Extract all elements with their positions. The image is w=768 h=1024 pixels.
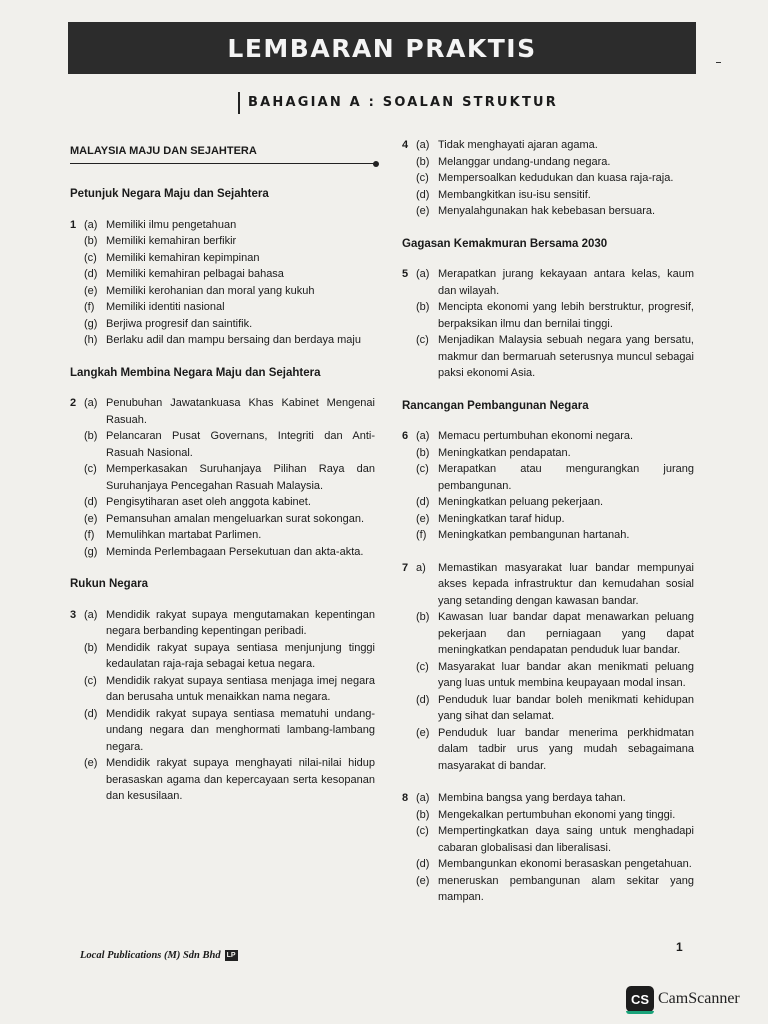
- item-text: Memiliki kemahiran berfikir: [106, 235, 237, 247]
- question-item: [416, 203, 694, 220]
- item-text: Meningkatkan peluang pekerjaan.: [438, 496, 604, 508]
- subheading-langkah: Langkah Membina Negara Maju dan Sejahtera: [70, 366, 321, 379]
- item-text: Tidak menghayati ajaran agama.: [438, 139, 598, 151]
- question-item: [84, 544, 375, 561]
- question-item: [416, 692, 694, 725]
- question-item: [416, 511, 694, 528]
- item-text: Memiliki kemahiran pelbagai bahasa: [106, 268, 284, 280]
- item-text: Pemansuhan amalan mengeluarkan surat sokongan.: [106, 512, 365, 525]
- divider-dot: [373, 161, 379, 167]
- item-label: (c): [416, 334, 429, 346]
- question-first-line: [70, 217, 375, 234]
- item-text: Meminda Perlembagaan Persekutuan dan akta-akta.: [106, 545, 364, 558]
- camscanner-watermark: [626, 986, 740, 1012]
- item-text: Mendidik rakyat supaya sentiasa menjunjung tinggi kedaulatan raja-raja sebagai ketua negara.: [106, 641, 375, 670]
- item-label: (e): [84, 512, 98, 525]
- item-text: Memiliki kerohanian dan moral yang kukuh: [106, 284, 315, 297]
- question-first-line: [402, 266, 694, 299]
- topic-divider: [70, 163, 375, 165]
- question-item: [84, 395, 375, 428]
- item-label: (b): [84, 235, 98, 247]
- question-item: [416, 187, 694, 204]
- item-label: (a): [84, 218, 98, 231]
- item-label: (a): [84, 608, 98, 621]
- question-first-line: [402, 560, 694, 610]
- question-item: [416, 461, 694, 494]
- subheading-petunjuk: Petunjuk Negara Maju dan Sejahtera: [70, 188, 269, 200]
- question-2: [70, 395, 375, 560]
- question-first-line: [402, 137, 694, 154]
- item-text: Memiliki ilmu pengetahuan: [106, 218, 237, 231]
- item-label: (e): [416, 205, 430, 217]
- item-label: (h): [84, 334, 98, 346]
- item-label: (e): [84, 284, 98, 297]
- question-number: 3: [70, 608, 77, 621]
- item-text: Merapatkan jurang kekayaan antara kelas, kaum dan wilayah.: [438, 268, 694, 297]
- question-item: [84, 217, 375, 234]
- item-label: (b): [416, 446, 430, 459]
- page-title-banner: [68, 22, 696, 74]
- item-label: (b): [416, 155, 430, 168]
- item-label: (e): [84, 757, 98, 769]
- item-label: (a): [416, 430, 430, 442]
- item-label: (f): [416, 529, 427, 541]
- item-text: Membina bangsa yang berdaya tahan.: [438, 792, 626, 804]
- subheading-rancangan: Rancangan Pembangunan Negara: [402, 399, 589, 412]
- question-number: 7: [402, 561, 409, 574]
- camscanner-logo: CS: [626, 986, 654, 1012]
- item-label: (g): [84, 545, 98, 558]
- question-item: [416, 445, 694, 462]
- question-7: [402, 560, 694, 775]
- question-item: [84, 233, 375, 250]
- question-1: [70, 217, 375, 349]
- question-item: [84, 673, 375, 706]
- question-item: [84, 299, 375, 316]
- topic-heading-block: [70, 143, 375, 168]
- item-text: Membangunkan ekonomi berasaskan pengetahuan.: [438, 858, 692, 870]
- item-text: Mengekalkan pertumbuhan ekonomi yang tinggi.: [438, 808, 676, 821]
- item-text: Kawasan luar bandar dapat menawarkan peluang pekerjaan dan perniagaan yang dapat meningkatkan pendapatan penduduk luar bandar.: [438, 611, 694, 656]
- question-item: [416, 154, 694, 171]
- item-text: Mendidik rakyat supaya mengutamakan kepentingan negara berbanding kepentingan peribadi.: [106, 608, 375, 637]
- question-item: [416, 873, 694, 906]
- item-label: (g): [84, 317, 98, 330]
- item-text: Masyarakat luar bandar akan menikmati peluang yang luas untuk membina keupayaan modal insan.: [438, 660, 694, 689]
- section-heading: BAHAGIAN A : SOALAN STRUKTUR: [238, 92, 558, 114]
- item-label: (b): [84, 641, 98, 654]
- item-text: Membangkitkan isu-isu sensitif.: [438, 188, 591, 201]
- item-text: Berlaku adil dan mampu bersaing dan berdaya maju: [106, 334, 361, 346]
- question-4: [402, 137, 694, 220]
- question-first-line: [402, 428, 694, 445]
- item-text: Mendidik rakyat supaya sentiasa menjaga imej negara dan berusaha untuk menaikkan nama negara.: [106, 674, 375, 703]
- question-number: 6: [402, 430, 409, 442]
- item-text: Memulihkan martabat Parlimen.: [106, 529, 262, 541]
- question-item: [416, 609, 694, 659]
- question-number: 8: [402, 792, 409, 804]
- question-item: [416, 527, 694, 544]
- question-item: [416, 659, 694, 692]
- item-text: Menjadikan Malaysia sebuah negara yang bersatu, makmur dan bermaruah seterusnya muncul sebagai paksi ekonomi Asia.: [438, 334, 694, 379]
- item-label: (d): [84, 496, 98, 508]
- left-column: [70, 143, 375, 821]
- question-first-line: [70, 395, 375, 428]
- publisher-logo: LP: [226, 952, 236, 959]
- item-label: (c): [416, 825, 429, 837]
- question-item: [416, 266, 694, 299]
- item-label: (e): [416, 726, 430, 739]
- question-8: [402, 790, 694, 906]
- subheading-gagasan: Gagasan Kemakmuran Bersama 2030: [402, 237, 608, 250]
- question-number: 1: [70, 218, 77, 231]
- corner-mark: [716, 62, 721, 63]
- item-label: (d): [84, 268, 98, 280]
- item-label: (b): [84, 430, 98, 442]
- item-text: Memacu pertumbuhan ekonomi negara.: [438, 430, 634, 442]
- item-label: (d): [416, 496, 430, 508]
- item-text: Melanggar undang-undang negara.: [438, 155, 611, 168]
- item-label: (a): [416, 139, 430, 151]
- question-item: [84, 755, 375, 805]
- publisher-footer: [80, 950, 238, 961]
- item-label: (d): [416, 693, 430, 706]
- item-text: Meningkatkan taraf hidup.: [438, 512, 565, 525]
- question-item: [84, 250, 375, 267]
- question-number: 2: [70, 397, 77, 409]
- question-item: [84, 316, 375, 333]
- item-text: Mencipta ekonomi yang lebih berstruktur, progresif, berpaksikan ilmu dan bernilai tinggi.: [438, 301, 694, 330]
- question-item: [84, 494, 375, 511]
- subheading-rukun-negara: Rukun Negara: [70, 578, 148, 590]
- item-text: Mempersoalkan kedudukan dan kuasa raja-raja.: [438, 172, 674, 184]
- item-label: (e): [416, 512, 430, 525]
- item-label: (d): [416, 188, 430, 201]
- camscanner-text: CamScanner: [658, 990, 740, 1007]
- item-text: Memperkasakan Suruhanjaya Pilihan Raya dan Suruhanjaya Pencegahan Rasuah Malaysia.: [106, 463, 375, 492]
- item-text: Penubuhan Jawatankuasa Khas Kabinet Mengenai Rasuah.: [106, 397, 375, 426]
- question-item: [84, 332, 375, 349]
- question-item: [84, 511, 375, 528]
- question-item: [416, 137, 694, 154]
- question-item: [416, 299, 694, 332]
- item-label: (b): [416, 301, 430, 313]
- question-item: [416, 823, 694, 856]
- item-text: Mendidik rakyat supaya sentiasa mematuhi undang-undang negara dan menghormati lambang-lambang negara.: [106, 707, 375, 753]
- page-number: 1: [676, 940, 683, 954]
- question-item: [84, 461, 375, 494]
- question-number: 5: [402, 268, 409, 280]
- question-item: [84, 607, 375, 640]
- item-text: Penduduk luar bandar boleh menikmati kehidupan yang sihat dan selamat.: [438, 693, 694, 722]
- item-text: Merapatkan atau mengurangkan jurang pembangunan.: [438, 463, 694, 492]
- item-text: Pengisytiharan aset oleh anggota kabinet.: [106, 496, 311, 508]
- question-item: [416, 856, 694, 873]
- right-column: [402, 137, 694, 922]
- item-text: Memastikan masyarakat luar bandar mempunyai akses kepada infrastruktur dan kemudahan sosial yang setanding dengan kawasan bandar.: [438, 561, 694, 607]
- item-label: (e): [416, 874, 430, 887]
- question-item: [84, 706, 375, 756]
- question-item: [416, 170, 694, 187]
- item-text: Mendidik rakyat supaya menghayati nilai-nilai hidup berasaskan agama dan kepercayaan serta kesopanan dan kesusilaan.: [106, 757, 375, 802]
- question-item: [84, 266, 375, 283]
- question-item: [416, 332, 694, 382]
- question-item: [416, 790, 694, 807]
- item-label: (c): [84, 251, 97, 264]
- question-item: [84, 283, 375, 300]
- question-6: [402, 428, 694, 544]
- question-number: 4: [402, 139, 409, 151]
- question-5: [402, 266, 694, 382]
- item-text: Pelancaran Pusat Governans, Integriti dan Anti-Rasuah Nasional.: [106, 430, 375, 459]
- item-label: (a): [416, 268, 430, 280]
- item-label: (d): [84, 707, 98, 720]
- item-label: (c): [84, 674, 97, 687]
- item-text: Penduduk luar bandar menerima perkhidmatan dalam tadbir urus yang mudah sebagaimana masyarakat di bandar.: [438, 726, 694, 772]
- item-label: (c): [416, 172, 429, 184]
- question-item: [416, 560, 694, 610]
- item-label: (a): [416, 792, 430, 804]
- page-title: LEMBARAN PRAKTIS: [227, 33, 537, 63]
- item-text: Berjiwa progresif dan saintifik.: [106, 317, 253, 330]
- item-label: (c): [84, 463, 97, 475]
- question-item: [84, 640, 375, 673]
- item-label: (d): [416, 858, 430, 870]
- item-label: (a): [84, 397, 98, 409]
- item-label: (c): [416, 463, 429, 475]
- item-label: (f): [84, 301, 95, 313]
- item-label: (f): [84, 529, 95, 541]
- item-label: (c): [416, 660, 429, 673]
- item-text: Mempertingkatkan daya saing untuk menghadapi cabaran globalisasi dan liberalisasi.: [438, 825, 694, 854]
- question-first-line: [402, 790, 694, 807]
- item-text: Menyalahgunakan hak kebebasan bersuara.: [438, 205, 656, 217]
- question-item: [416, 428, 694, 445]
- item-text: Meningkatkan pendapatan.: [438, 446, 571, 459]
- question-item: [84, 428, 375, 461]
- question-item: [416, 807, 694, 824]
- item-text: meneruskan pembangunan alam sekitar yang mampan.: [438, 874, 694, 903]
- item-text: Memiliki kemahiran kepimpinan: [106, 251, 260, 264]
- item-label: (b): [416, 611, 430, 623]
- item-label: (b): [416, 808, 430, 821]
- question-item: [84, 527, 375, 544]
- item-text: Meningkatkan pembangunan hartanah.: [438, 529, 630, 541]
- question-item: [416, 494, 694, 511]
- item-label: a): [416, 561, 426, 574]
- question-item: [416, 725, 694, 775]
- topic-heading: MALAYSIA MAJU DAN SEJAHTERA: [70, 145, 257, 157]
- publisher-name: Local Publications (M) Sdn Bhd: [80, 950, 221, 961]
- item-text: Memiliki identiti nasional: [106, 301, 225, 313]
- question-3: [70, 607, 375, 805]
- question-first-line: [70, 607, 375, 640]
